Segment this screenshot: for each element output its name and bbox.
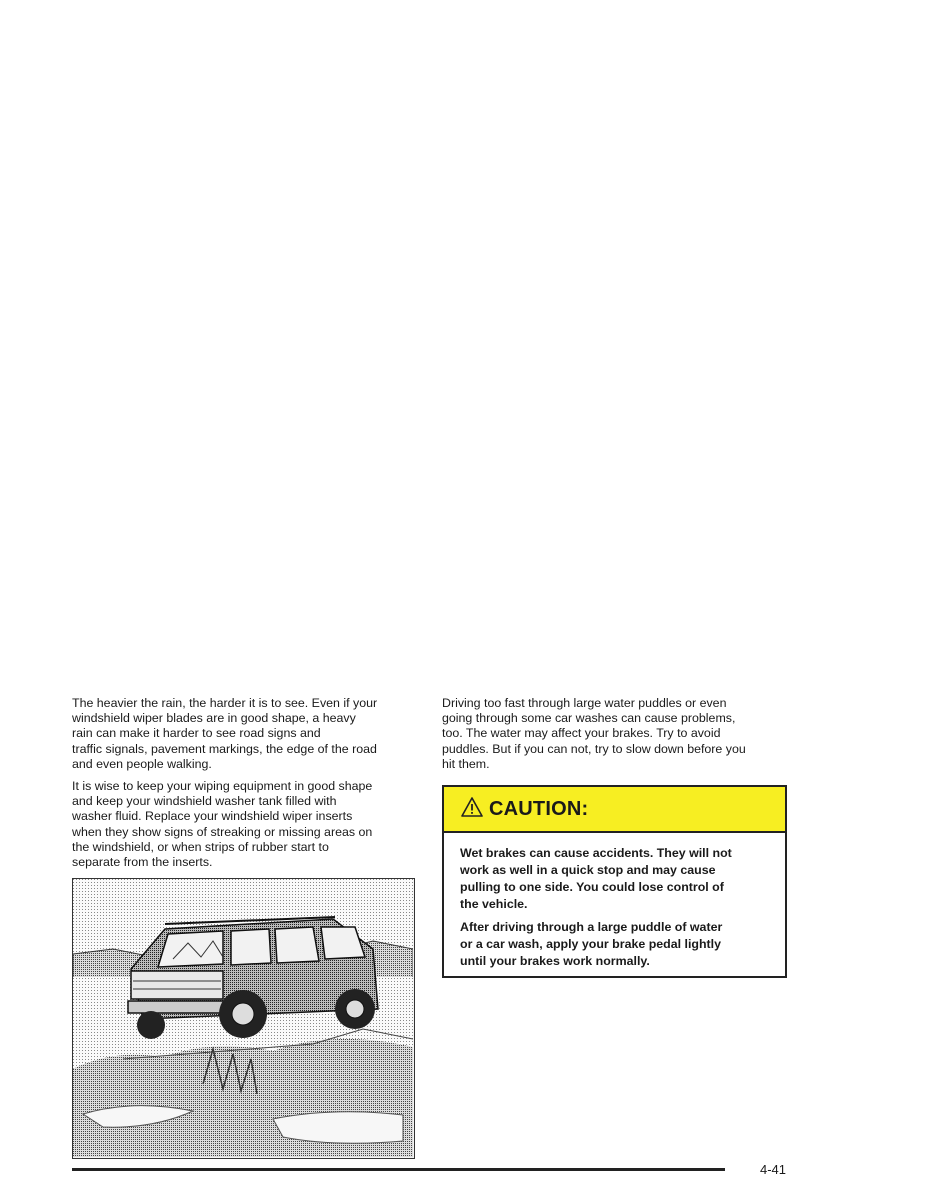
right-column [442, 696, 787, 779]
wiper-maintenance-paragraph: It is wise to keep your wiping equipment in good shape and keep your windshield washer tank filled with washer fluid. Replace your windshield wiper inserts when they show signs of streaking or missing areas on the windshield, or when strips of rubber start to separate from the inserts. [72, 779, 373, 870]
caution-title: CAUTION: [489, 797, 589, 820]
rain-visibility-paragraph: The heavier the rain, the harder it is to see. Even if your windshield wiper blades are in good shape, a heavy rain can make it harder to see road signs and traffic signals, pavement markings, the edge of the road and even people walking. [72, 696, 378, 771]
caution-header [444, 787, 785, 833]
left-column [72, 696, 417, 877]
caution-body [444, 833, 785, 970]
footer-rule [72, 1168, 725, 1171]
wet-brakes-warning: Wet brakes can cause accidents. They will not work as well in a quick stop and may cause pulling to one side. You could lose control of the vehicle. [460, 846, 732, 911]
water-puddles-paragraph: Driving too fast through large water puddles or even going through some car washes can cause problems, too. The water may affect your brakes. Try to avoid puddles. But if you can not, try to slow down before you hit them. [442, 696, 746, 771]
warning-triangle-icon [461, 797, 483, 822]
page-number: 4-41 [760, 1162, 787, 1177]
brake-drying-instruction: After driving through a large puddle of water or a car wash, apply your brake pedal lightly until your brakes work normally. [460, 920, 723, 968]
caution-box [442, 785, 787, 978]
suv-driving-through-puddle-illustration [72, 878, 415, 1159]
